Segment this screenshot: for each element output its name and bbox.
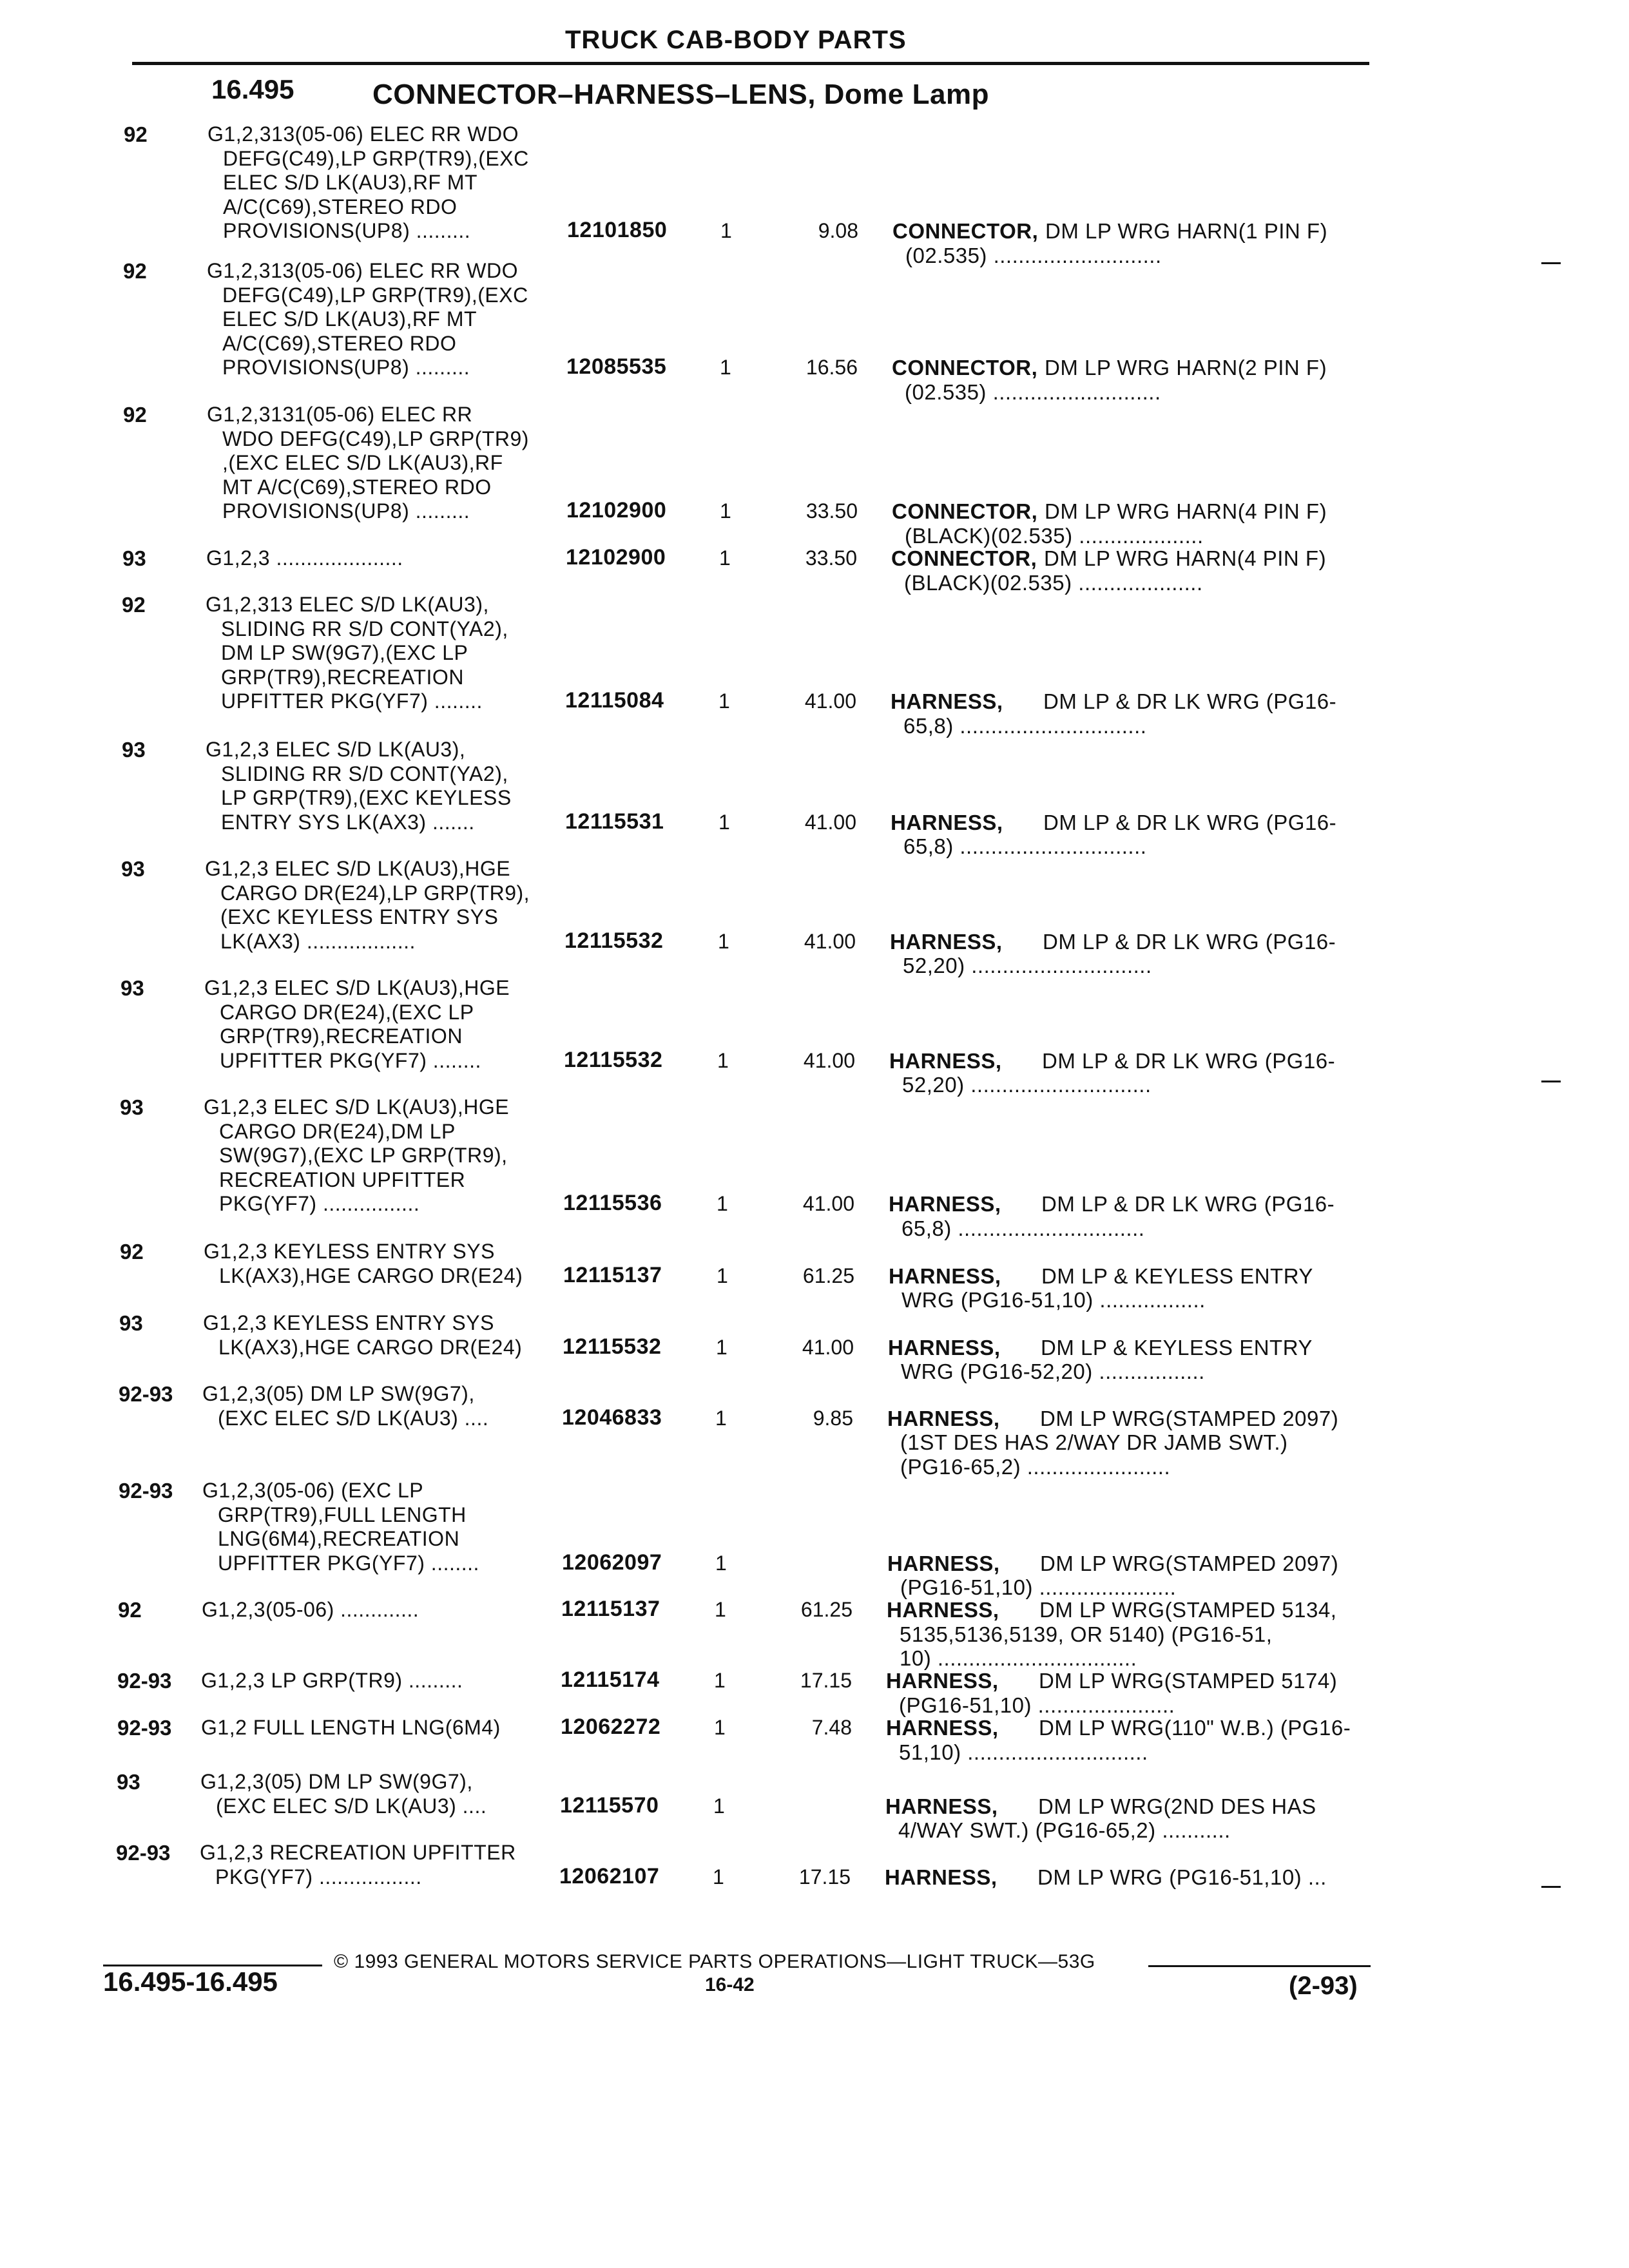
row-part-number: 12115532 <box>564 928 664 953</box>
row-model-code: 93 <box>121 857 145 881</box>
row-application-line: G1,2,313 ELEC S/D LK(AU3), <box>206 593 489 616</box>
row-application-line: G1,2,3(05) DM LP SW(9G7), <box>202 1382 475 1405</box>
row-price: 41.00 <box>802 1335 854 1359</box>
row-application-line: PROVISIONS(UP8) ......... <box>222 356 470 379</box>
row-description-line: DM LP WRG HARN(4 PIN F) <box>1044 546 1327 570</box>
row-description-line: (02.535) ........................... <box>905 380 1161 404</box>
row-model-code: 92 <box>118 1598 142 1622</box>
row-price: 41.00 <box>804 929 856 953</box>
row-description-line: DM LP WRG(STAMPED 2097) <box>1040 1406 1339 1430</box>
row-description-line: DM LP WRG(STAMPED 5174) <box>1039 1669 1338 1693</box>
row-description-line: (1ST DES HAS 2/WAY DR JAMB SWT.) <box>900 1430 1288 1454</box>
row-description-line: DM LP WRG(STAMPED 5134, <box>1039 1598 1337 1622</box>
row-application-line: G1,2 FULL LENGTH LNG(6M4) <box>201 1716 501 1739</box>
footer-rule-right <box>1148 1965 1371 1967</box>
margin-tick <box>1541 1886 1561 1888</box>
row-application-line: G1,2,3(05-06) (EXC LP <box>202 1479 424 1502</box>
footer-page-number: 16-42 <box>705 1974 755 1995</box>
section-number: 16.495 <box>211 74 294 104</box>
row-quantity: 1 <box>714 1669 726 1692</box>
row-application-line: G1,2,313(05-06) ELEC RR WDO <box>207 259 518 282</box>
row-model-code: 92-93 <box>117 1716 172 1740</box>
row-application-line: ,(EXC ELEC S/D LK(AU3),RF <box>222 451 503 474</box>
row-description-line: 5135,5136,5139, OR 5140) (PG16-51, <box>900 1622 1273 1646</box>
row-price: 61.25 <box>802 1264 854 1287</box>
row-model-code: 92 <box>124 122 148 146</box>
row-application-line: ENTRY SYS LK(AX3) ....... <box>221 810 475 834</box>
row-application-line: G1,2,3 ELEC S/D LK(AU3),HGE <box>204 976 510 999</box>
row-description-name: HARNESS, <box>891 689 1003 713</box>
row-description-name: HARNESS, <box>888 1335 1001 1360</box>
footer-date: (2-93) <box>1289 1972 1358 2000</box>
row-quantity: 1 <box>717 1192 728 1215</box>
row-description-name: HARNESS, <box>886 1669 999 1693</box>
row-application-line: GRP(TR9),FULL LENGTH <box>218 1503 467 1526</box>
row-description-line: DM LP & DR LK WRG (PG16- <box>1043 689 1337 713</box>
row-description-name: HARNESS, <box>891 810 1003 834</box>
row-quantity: 1 <box>718 689 730 713</box>
row-description-line: DM LP WRG(110" W.B.) (PG16- <box>1039 1716 1351 1740</box>
row-description-name: HARNESS, <box>887 1598 999 1622</box>
row-application-line: G1,2,3 RECREATION UPFITTER <box>200 1841 516 1864</box>
row-application-line: G1,2,3131(05-06) ELEC RR <box>207 403 473 426</box>
row-description-line: DM LP WRG(STAMPED 2097) <box>1040 1551 1339 1575</box>
row-model-code: 92 <box>120 1240 144 1264</box>
row-description-line: DM LP & KEYLESS ENTRY <box>1041 1335 1313 1360</box>
row-description-line: 65,8) .............................. <box>903 834 1147 858</box>
row-description-line: DM LP & DR LK WRG (PG16- <box>1043 810 1337 834</box>
row-description-line: 10) ................................ <box>900 1646 1137 1670</box>
row-part-number: 12115532 <box>563 1334 662 1359</box>
row-description-line: (02.535) ........................... <box>905 243 1162 267</box>
row-price: 9.08 <box>818 219 858 242</box>
row-description-line: DM LP & DR LK WRG (PG16- <box>1041 1192 1335 1216</box>
row-quantity: 1 <box>717 1048 729 1072</box>
row-description-line: DM LP WRG HARN(2 PIN F) <box>1045 356 1327 380</box>
row-description-line: (PG16-65,2) ....................... <box>900 1454 1171 1479</box>
row-part-number: 12115570 <box>560 1792 659 1818</box>
row-application-line: G1,2,3 ELEC S/D LK(AU3), <box>206 738 466 761</box>
margin-tick <box>1541 262 1561 264</box>
header-rule <box>132 62 1369 65</box>
row-application-line: MT A/C(C69),STEREO RDO <box>222 475 492 499</box>
row-application-line: CARGO DR(E24),DM LP <box>219 1119 456 1143</box>
row-description-line: DM LP & DR LK WRG (PG16- <box>1043 929 1336 954</box>
row-description-line: DM LP WRG(2ND DES HAS <box>1038 1794 1316 1818</box>
row-application-line: CARGO DR(E24),(EXC LP <box>220 1000 474 1024</box>
row-application-line: DEFG(C49),LP GRP(TR9),(EXC <box>223 146 529 170</box>
row-application-line: G1,2,3(05) DM LP SW(9G7), <box>200 1770 473 1793</box>
row-application-line: LP GRP(TR9),(EXC KEYLESS <box>221 786 512 809</box>
row-model-code: 93 <box>122 546 146 570</box>
row-application-line: UPFITTER PKG(YF7) ........ <box>221 689 483 713</box>
row-price: 41.00 <box>802 1192 854 1215</box>
row-description-line: DM LP & DR LK WRG (PG16- <box>1042 1048 1336 1073</box>
row-description-name: HARNESS, <box>889 1048 1002 1073</box>
row-part-number: 12101850 <box>567 218 668 242</box>
row-application-line: DEFG(C49),LP GRP(TR9),(EXC <box>222 283 528 307</box>
row-price: 17.15 <box>798 1865 851 1888</box>
row-quantity: 1 <box>720 499 731 523</box>
row-application-line: G1,2,3 ELEC S/D LK(AU3),HGE <box>204 1095 510 1119</box>
row-application-line: ELEC S/D LK(AU3),RF MT <box>223 171 478 194</box>
row-description-line: WRG (PG16-51,10) ................. <box>901 1288 1206 1312</box>
row-application-line: (EXC ELEC S/D LK(AU3) .... <box>218 1406 489 1430</box>
row-price: 33.50 <box>805 546 857 570</box>
row-description-name: HARNESS, <box>887 1551 1000 1575</box>
row-price: 9.85 <box>813 1406 853 1430</box>
row-description-name: CONNECTOR, <box>892 499 1038 523</box>
row-price: 33.50 <box>805 499 858 523</box>
row-model-code: 93 <box>122 738 146 762</box>
row-application-line: WDO DEFG(C49),LP GRP(TR9) <box>222 427 529 450</box>
row-description-name: HARNESS, <box>885 1794 998 1818</box>
row-quantity: 1 <box>715 1551 727 1575</box>
row-quantity: 1 <box>720 219 732 242</box>
row-model-code: 92 <box>123 403 147 427</box>
row-application-line: G1,2,3 KEYLESS ENTRY SYS <box>204 1240 495 1263</box>
row-application-line: UPFITTER PKG(YF7) ........ <box>218 1551 479 1575</box>
row-quantity: 1 <box>715 1598 726 1621</box>
row-part-number: 12115532 <box>564 1047 663 1072</box>
row-description-line: 51,10) ............................. <box>899 1740 1148 1764</box>
row-application-line: DM LP SW(9G7),(EXC LP <box>221 641 468 664</box>
row-part-number: 12115084 <box>565 688 664 713</box>
row-quantity: 1 <box>714 1716 726 1739</box>
row-description-line: 52,20) ............................. <box>902 1073 1152 1097</box>
row-application-line: A/C(C69),STEREO RDO <box>222 331 457 355</box>
row-application-line: A/C(C69),STEREO RDO <box>223 195 458 218</box>
row-description-line: (BLACK)(02.535) .................... <box>905 523 1204 548</box>
footer-copyright: © 1993 GENERAL MOTORS SERVICE PARTS OPERATIONS—LIGHT TRUCK—53G <box>334 1951 1095 1972</box>
row-application-line: PROVISIONS(UP8) ......... <box>223 219 471 242</box>
row-application-line: ELEC S/D LK(AU3),RF MT <box>222 307 477 331</box>
row-application-line: (EXC KEYLESS ENTRY SYS <box>220 905 499 928</box>
row-part-number: 12102900 <box>566 545 666 570</box>
row-model-code: 92-93 <box>119 1382 173 1406</box>
row-model-code: 92 <box>122 593 146 617</box>
row-price: 41.00 <box>804 810 856 834</box>
row-price: 7.48 <box>811 1716 852 1739</box>
row-model-code: 93 <box>120 976 144 1000</box>
row-application-line: G1,2,3 LP GRP(TR9) ......... <box>201 1669 463 1692</box>
row-application-line: LK(AX3),HGE CARGO DR(E24) <box>219 1264 523 1287</box>
row-quantity: 1 <box>716 1335 728 1359</box>
row-quantity: 1 <box>713 1865 724 1888</box>
row-description-line: 65,8) .............................. <box>901 1216 1145 1240</box>
row-description-line: DM LP & KEYLESS ENTRY <box>1041 1264 1313 1288</box>
row-application-line: GRP(TR9),RECREATION <box>221 665 464 689</box>
row-price: 41.00 <box>804 689 856 713</box>
row-part-number: 12115531 <box>565 809 664 834</box>
row-description-name: HARNESS, <box>887 1406 1000 1430</box>
row-description-line: DM LP WRG (PG16-51,10) ... <box>1037 1865 1327 1889</box>
row-part-number: 12102900 <box>566 498 667 523</box>
row-application-line: G1,2,3 ELEC S/D LK(AU3),HGE <box>205 857 511 880</box>
row-application-line: SW(9G7),(EXC LP GRP(TR9), <box>219 1144 508 1167</box>
row-description-name: CONNECTOR, <box>892 219 1039 243</box>
row-description-line: (BLACK)(02.535) .................... <box>904 570 1203 595</box>
row-description-line: DM LP WRG HARN(4 PIN F) <box>1045 499 1327 523</box>
row-price: 61.25 <box>800 1598 853 1621</box>
row-application-line: GRP(TR9),RECREATION <box>220 1024 463 1048</box>
row-application-line: (EXC ELEC S/D LK(AU3) .... <box>216 1794 487 1818</box>
row-quantity: 1 <box>717 1264 728 1287</box>
row-part-number: 12115137 <box>563 1262 662 1287</box>
row-part-number: 12115137 <box>561 1597 660 1621</box>
row-description-name: CONNECTOR, <box>891 546 1037 570</box>
row-description-name: HARNESS, <box>886 1716 999 1740</box>
row-quantity: 1 <box>720 356 731 379</box>
row-model-code: 93 <box>120 1095 144 1119</box>
row-description-line: DM LP WRG HARN(1 PIN F) <box>1045 219 1328 243</box>
row-part-number: 12046833 <box>562 1405 662 1430</box>
row-application-line: CARGO DR(E24),LP GRP(TR9), <box>220 881 530 905</box>
row-price: 41.00 <box>803 1048 855 1072</box>
row-quantity: 1 <box>713 1794 725 1818</box>
row-model-code: 92 <box>123 259 147 283</box>
row-part-number: 12062107 <box>559 1863 660 1888</box>
row-description-name: HARNESS, <box>885 1865 998 1889</box>
row-description-line: 52,20) ............................. <box>903 954 1152 977</box>
row-part-number: 12115174 <box>561 1667 660 1692</box>
row-part-number: 12085535 <box>566 354 667 379</box>
row-model-code: 92-93 <box>116 1841 171 1865</box>
row-application-line: LK(AX3),HGE CARGO DR(E24) <box>218 1335 523 1359</box>
row-application-line: PROVISIONS(UP8) ......... <box>222 499 470 523</box>
row-description-name: HARNESS, <box>889 1264 1001 1288</box>
row-model-code: 93 <box>117 1770 140 1794</box>
row-description-line: 65,8) .............................. <box>903 713 1147 738</box>
row-application-line: LNG(6M4),RECREATION <box>218 1527 460 1550</box>
row-part-number: 12062272 <box>561 1715 661 1739</box>
row-application-line: PKG(YF7) ................. <box>215 1865 422 1888</box>
row-description-line: WRG (PG16-52,20) ................. <box>901 1360 1205 1383</box>
row-application-line: G1,2,313(05-06) ELEC RR WDO <box>207 122 519 146</box>
footer-section-range: 16.495-16.495 <box>103 1966 278 1997</box>
row-application-line: SLIDING RR S/D CONT(YA2), <box>221 617 508 640</box>
row-price: 17.15 <box>800 1669 852 1692</box>
row-part-number: 12062097 <box>562 1550 662 1575</box>
row-description-line: 4/WAY SWT.) (PG16-65,2) ........... <box>898 1818 1231 1842</box>
page-header-title: TRUCK CAB-BODY PARTS <box>565 26 907 54</box>
row-model-code: 92-93 <box>119 1479 173 1503</box>
row-quantity: 1 <box>718 810 730 834</box>
row-application-line: G1,2,3(05-06) ............. <box>202 1598 419 1621</box>
row-description-line: (PG16-51,10) ...................... <box>900 1575 1177 1599</box>
row-model-code: 93 <box>119 1311 143 1335</box>
row-description-name: HARNESS, <box>890 929 1003 954</box>
row-application-line: UPFITTER PKG(YF7) ........ <box>220 1048 481 1072</box>
margin-tick <box>1541 1081 1561 1082</box>
row-part-number: 12115536 <box>563 1191 662 1215</box>
row-application-line: G1,2,3 ..................... <box>206 546 403 570</box>
row-application-line: RECREATION UPFITTER <box>219 1168 466 1191</box>
row-application-line: SLIDING RR S/D CONT(YA2), <box>221 762 508 785</box>
row-description-name: HARNESS, <box>889 1192 1001 1216</box>
row-application-line: PKG(YF7) ................ <box>219 1192 420 1215</box>
row-quantity: 1 <box>715 1406 727 1430</box>
row-description-name: CONNECTOR, <box>892 356 1038 380</box>
row-quantity: 1 <box>718 929 729 953</box>
row-model-code: 92-93 <box>117 1669 172 1693</box>
section-title: CONNECTOR–HARNESS–LENS, Dome Lamp <box>372 79 989 110</box>
row-description-line: (PG16-51,10) ...................... <box>899 1693 1175 1717</box>
row-price: 16.56 <box>805 356 858 379</box>
row-application-line: LK(AX3) .................. <box>220 929 416 953</box>
row-quantity: 1 <box>719 546 731 570</box>
row-application-line: G1,2,3 KEYLESS ENTRY SYS <box>203 1311 494 1334</box>
